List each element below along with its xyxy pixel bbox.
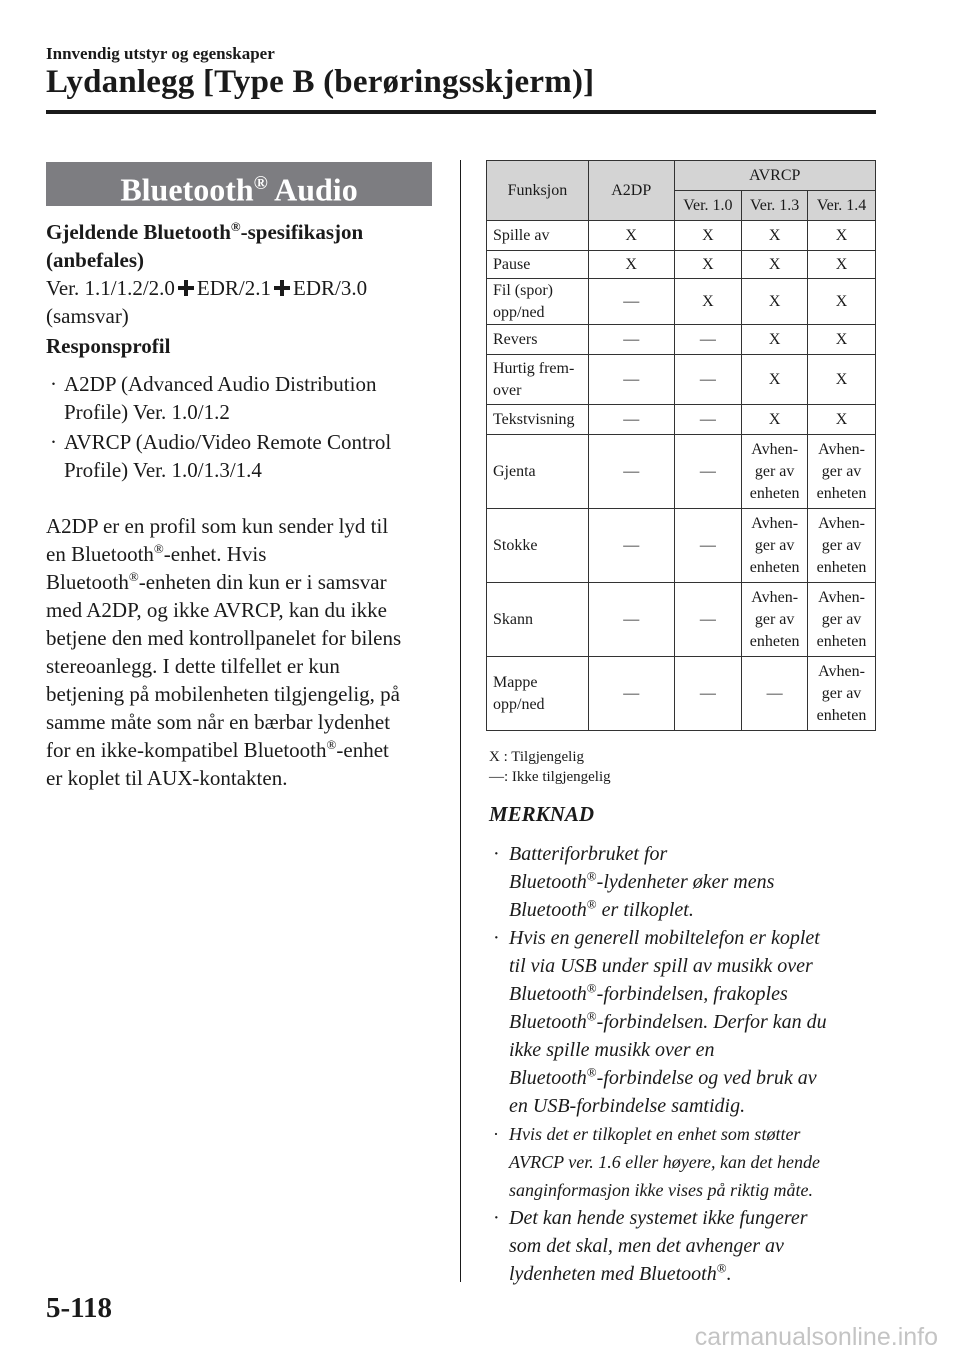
note-line xyxy=(509,980,879,1008)
value-cell-v13: X xyxy=(742,405,808,435)
function-label: Hurtig frem- xyxy=(493,359,575,377)
note-text: Bluetooth xyxy=(509,871,587,893)
plus-icon xyxy=(274,280,290,296)
bullet-icon: · xyxy=(493,927,500,949)
value-cell-a2dp: — xyxy=(588,583,674,657)
registered-mark: ® xyxy=(586,896,597,912)
table-row xyxy=(487,355,876,405)
registered-mark: ® xyxy=(586,868,597,884)
value-cell-v14: X xyxy=(808,325,876,355)
paragraph-line: stereoanlegg. I dette tilfellet er kun xyxy=(46,654,340,678)
paragraph-line: A2DP er en profil som kun sender lyd til xyxy=(46,514,389,538)
note-title: MERKNAD xyxy=(489,802,595,826)
value-cell-v13: X xyxy=(742,279,808,325)
bullet-icon: · xyxy=(493,1207,500,1229)
profile-item xyxy=(46,370,446,426)
section-label: Innvendig utstyr og egenskaper xyxy=(46,44,275,63)
note-text: er tilkoplet. xyxy=(596,899,694,921)
header-avrcp: AVRCP xyxy=(674,161,875,191)
value-cell-v10: X xyxy=(674,251,742,279)
paragraph-line xyxy=(46,540,446,568)
version-text: EDR/2.1 xyxy=(196,276,272,300)
value-cell-v14: Avhen- ger av enheten xyxy=(808,657,876,731)
function-label: Pause xyxy=(493,255,531,273)
column-divider xyxy=(460,160,461,1282)
value-cell-v14: X xyxy=(808,221,876,251)
function-label: over xyxy=(493,381,522,399)
table-row xyxy=(487,583,876,657)
version-compliance: (samsvar) xyxy=(46,304,129,328)
note-text: -forbindelsen, frakoples xyxy=(596,983,788,1005)
table-row xyxy=(487,221,876,251)
note-text: Bluetooth xyxy=(509,983,587,1005)
function-cell xyxy=(487,657,589,731)
bullet-icon: · xyxy=(493,843,500,865)
paragraph-line: er koplet til AUX-kontakten. xyxy=(46,766,288,790)
paragraph-text: for en ikke-kompatibel Bluetooth xyxy=(46,738,327,762)
registered-mark: ® xyxy=(230,219,241,234)
value-cell-v10: X xyxy=(674,221,742,251)
registered-mark: ® xyxy=(253,173,268,194)
value-cell-v10: — xyxy=(674,657,742,731)
note-line: AVRCP ver. 1.6 eller høyere, kan det hende xyxy=(509,1152,821,1172)
spec-heading xyxy=(46,218,446,246)
value-cell-v14: X xyxy=(808,405,876,435)
page-number: 5-118 xyxy=(46,1292,113,1324)
note-text: -lydenheter øker mens xyxy=(596,871,775,893)
version-text: EDR/3.0 xyxy=(293,276,368,300)
function-cell xyxy=(487,435,589,509)
value-cell-v10: X xyxy=(674,279,742,325)
value-cell-a2dp: — xyxy=(588,435,674,509)
table-row xyxy=(487,325,876,355)
note-line: Hvis det er tilkoplet en enhet som støtter xyxy=(509,1124,801,1144)
paragraph-line: betjening på mobilenheten tilgjengelig, på xyxy=(46,682,400,706)
note-line: Batteriforbruket for xyxy=(509,843,668,865)
function-cell xyxy=(487,279,589,325)
function-cell xyxy=(487,509,589,583)
paragraph-text: Bluetooth xyxy=(46,570,129,594)
table-row xyxy=(487,657,876,731)
spec-heading-line2: (anbefales) xyxy=(46,248,144,272)
function-label: opp/ned xyxy=(493,303,545,321)
paragraph-text: -enhet. Hvis xyxy=(163,542,267,566)
function-label: Mappe xyxy=(493,673,538,691)
function-label: opp/ned xyxy=(493,695,545,713)
table-row xyxy=(487,509,876,583)
plus-icon xyxy=(178,280,194,296)
value-cell-v10: — xyxy=(674,405,742,435)
spec-heading-text: -spesifikasjon xyxy=(240,220,364,244)
watermark: carmanualsonline.info xyxy=(694,1323,938,1351)
function-cell xyxy=(487,325,589,355)
table-legend xyxy=(489,747,611,787)
paragraph-line: betjene den med kontrollpanelet for bilens xyxy=(46,626,402,650)
function-label: Tekstvisning xyxy=(493,410,575,428)
paragraph-text: -enheten din kun er i samsvar xyxy=(138,570,387,594)
profile-heading: Responsprofil xyxy=(46,334,171,358)
value-cell-v10: — xyxy=(674,509,742,583)
note-item xyxy=(489,1204,879,1288)
value-cell-a2dp: X xyxy=(588,251,674,279)
paragraph-line xyxy=(46,736,446,764)
value-cell-a2dp: — xyxy=(588,325,674,355)
value-cell-v14: X xyxy=(808,251,876,279)
function-label: Spille av xyxy=(493,226,550,244)
value-cell-v13: — xyxy=(742,657,808,731)
note-item xyxy=(489,1120,879,1204)
table-row xyxy=(487,405,876,435)
value-cell-v13: X xyxy=(742,251,808,279)
note-text: -forbindelsen. Derfor kan du xyxy=(596,1011,827,1033)
version-line xyxy=(46,274,446,302)
registered-mark: ® xyxy=(326,737,337,752)
banner-title: Bluetooth xyxy=(120,171,254,208)
function-cell xyxy=(487,583,589,657)
note-line: Hvis en generell mobiltelefon er koplet xyxy=(509,927,820,949)
compatibility-table xyxy=(486,160,876,731)
note-list xyxy=(489,840,879,1288)
note-text: lydenheten med Bluetooth xyxy=(509,1263,717,1285)
note-line xyxy=(509,1008,879,1036)
function-cell xyxy=(487,221,589,251)
note-text: Bluetooth xyxy=(509,899,587,921)
page-title: Lydanlegg [Type B (berøringsskjerm)] xyxy=(46,64,595,100)
value-cell-v14: Avhen- ger av enheten xyxy=(808,435,876,509)
paragraph-line: samme måte som når en bærbar lydenhet xyxy=(46,710,391,734)
note-text: Bluetooth xyxy=(509,1067,587,1089)
note-line: ikke spille musikk over en xyxy=(509,1039,715,1061)
value-cell-v14: Avhen- ger av enheten xyxy=(808,509,876,583)
value-cell-v13: X xyxy=(742,325,808,355)
header-divider xyxy=(46,110,876,114)
bullet-icon: · xyxy=(50,372,57,396)
section-banner xyxy=(46,162,432,206)
note-line: sanginformasjon ikke vises på riktig måte. xyxy=(509,1180,813,1200)
note-line xyxy=(509,1064,879,1092)
value-cell-a2dp: — xyxy=(588,279,674,325)
registered-mark: ® xyxy=(128,569,139,584)
note-item xyxy=(489,840,879,924)
note-item xyxy=(489,924,879,1120)
bullet-icon: · xyxy=(50,430,57,454)
value-cell-v13: Avhen- ger av enheten xyxy=(742,435,808,509)
function-cell xyxy=(487,355,589,405)
value-cell-v14: X xyxy=(808,355,876,405)
profile-text: AVRCP (Audio/Video Remote Control xyxy=(64,430,392,454)
paragraph-text: -enhet xyxy=(336,738,389,762)
profile-text: Profile) Ver. 1.0/1.2 xyxy=(64,400,230,424)
legend-available: X : Tilgjengelig xyxy=(489,749,585,765)
profile-text: A2DP (Advanced Audio Distribution xyxy=(64,372,377,396)
value-cell-a2dp: — xyxy=(588,509,674,583)
note-line: til via USB under spill av musikk over xyxy=(509,955,813,977)
value-cell-v13: X xyxy=(742,355,808,405)
function-cell xyxy=(487,251,589,279)
note-line xyxy=(509,896,879,924)
value-cell-v13: Avhen- ger av enheten xyxy=(742,509,808,583)
header-function: Funksjon xyxy=(487,161,589,221)
value-cell-v14: Avhen- ger av enheten xyxy=(808,583,876,657)
bullet-icon: · xyxy=(493,1124,499,1144)
table-row xyxy=(487,435,876,509)
registered-mark: ® xyxy=(716,1260,727,1276)
profile-item xyxy=(46,428,446,484)
paragraph-line xyxy=(46,568,446,596)
paragraph-line: med A2DP, og ikke AVRCP, kan du ikke xyxy=(46,598,387,622)
function-label: Revers xyxy=(493,330,538,348)
table-row xyxy=(487,279,876,325)
value-cell-v10: — xyxy=(674,435,742,509)
version-text: Ver. 1.1/1.2/2.0 xyxy=(46,276,175,300)
header-ver-1-4: Ver. 1.4 xyxy=(808,191,876,221)
value-cell-a2dp: — xyxy=(588,405,674,435)
value-cell-v14: X xyxy=(808,279,876,325)
left-column xyxy=(46,218,446,792)
header-ver-1-3: Ver. 1.3 xyxy=(742,191,808,221)
note-line: en USB-forbindelse samtidig. xyxy=(509,1095,746,1117)
description-paragraph xyxy=(46,512,446,792)
note-line: Det kan hende systemet ikke fungerer xyxy=(509,1207,808,1229)
function-cell xyxy=(487,405,589,435)
registered-mark: ® xyxy=(586,1008,597,1024)
value-cell-v13: Avhen- ger av enheten xyxy=(742,583,808,657)
note-line: som det skal, men det avhenger av xyxy=(509,1235,784,1257)
note-line xyxy=(509,1260,879,1288)
registered-mark: ® xyxy=(586,1064,597,1080)
function-label: Stokke xyxy=(493,536,538,554)
function-label: Skann xyxy=(493,610,533,628)
value-cell-a2dp: — xyxy=(588,355,674,405)
function-label: Gjenta xyxy=(493,462,536,480)
registered-mark: ® xyxy=(153,541,164,556)
banner-suffix: Audio xyxy=(267,171,358,208)
value-cell-v10: — xyxy=(674,583,742,657)
value-cell-v10: — xyxy=(674,355,742,405)
value-cell-v13: X xyxy=(742,221,808,251)
note-text: . xyxy=(726,1263,732,1285)
function-label: Fil (spor) xyxy=(493,281,553,299)
note-line xyxy=(509,868,879,896)
value-cell-a2dp: X xyxy=(588,221,674,251)
note-text: Bluetooth xyxy=(509,1011,587,1033)
header-ver-1-0: Ver. 1.0 xyxy=(674,191,742,221)
value-cell-v10: — xyxy=(674,325,742,355)
header-a2dp: A2DP xyxy=(588,161,674,221)
legend-unavailable: —: Ikke tilgjengelig xyxy=(489,769,611,785)
spec-heading-text: Gjeldende Bluetooth xyxy=(46,220,231,244)
value-cell-a2dp: — xyxy=(588,657,674,731)
registered-mark: ® xyxy=(586,980,597,996)
note-text: -forbindelse og ved bruk av xyxy=(596,1067,817,1089)
paragraph-text: en Bluetooth xyxy=(46,542,154,566)
profile-text: Profile) Ver. 1.0/1.3/1.4 xyxy=(64,458,262,482)
table-row xyxy=(487,251,876,279)
